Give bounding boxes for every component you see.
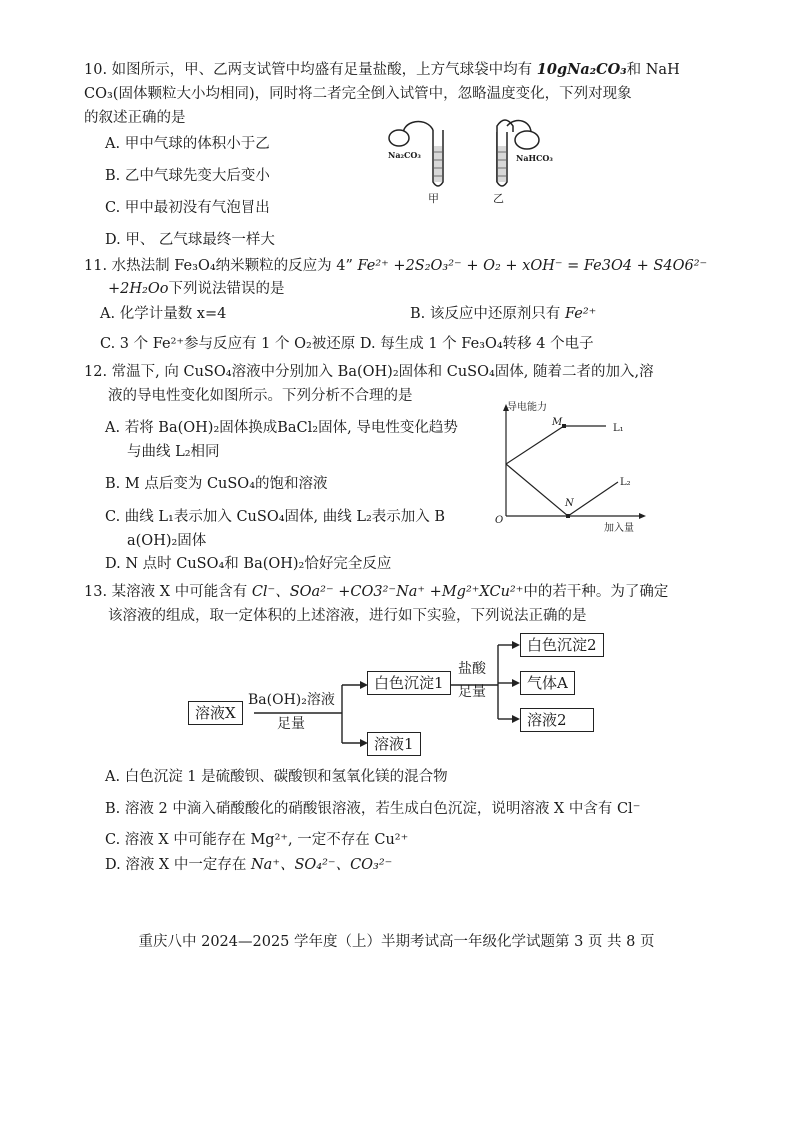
- q10-na2co3-label: Na₂CO₃: [388, 150, 421, 160]
- curve-l1: [506, 426, 606, 464]
- flow-solution-x: 溶液X: [188, 701, 243, 725]
- flow-reagent2-label: 盐酸: [458, 661, 486, 677]
- q10-nahco3-label: NaHCO₃: [516, 153, 553, 163]
- q11-options-c-d: C. 3 个 Fe²⁺参与反应有 1 个 O₂被还原 D. 每生成 1 个 Fe₃O₄转移 4 个电子: [100, 336, 594, 352]
- q12-stem-line2: 液的导电性变化如图所示。下列分析不合理的是: [108, 388, 413, 404]
- point-n-marker: [566, 514, 570, 518]
- flow-white-ppt-1: 白色沉淀1: [367, 671, 451, 695]
- q10-option-d: D. 甲、 乙气球最终一样大: [105, 232, 275, 248]
- q13-option-d: D. 溶液 X 中一定存在 Na⁺、SO₄²⁻、CO₃²⁻: [105, 857, 393, 873]
- q13-stem-line2: 该溶液的组成，取一定体积的上述溶液，进行如下实验，下列说法正确的是: [108, 608, 587, 624]
- q11-option-a: A. 化学计量数 x=4: [100, 306, 227, 322]
- q12-line-l2-label: L₂: [620, 477, 631, 488]
- flow-gas-a: 气体A: [520, 671, 575, 695]
- point-m-marker: [562, 424, 566, 428]
- q13-option-a: A. 白色沉淀 1 是硫酸钡、碳酸钡和氢氧化镁的混合物: [105, 769, 448, 785]
- q12-option-b: B. M 点后变为 CuSO₄的饱和溶液: [105, 476, 328, 492]
- q12-option-a-line1: A. 若将 Ba(OH)₂固体换成BaCl₂固体, 导电性变化趋势: [105, 420, 458, 436]
- q10-option-b: B. 乙中气球先变大后变小: [105, 168, 270, 184]
- chart-x-arrow: [639, 513, 646, 519]
- flow-white-ppt-2: 白色沉淀2: [520, 633, 604, 657]
- q12-line-l1-label: L₁: [613, 423, 624, 434]
- q12-option-c-line1: C. 曲线 L₁表示加入 CuSO₄固体, 曲线 L₂表示加入 B: [105, 509, 446, 525]
- arrow-to-ppt2: [512, 641, 520, 649]
- q10-option-a: A. 甲中气球的体积小于乙: [105, 136, 270, 152]
- q10-option-c: C. 甲中最初没有气泡冒出: [105, 200, 270, 216]
- flow-reagent2-amount: 足量: [458, 684, 486, 700]
- arrow-to-sol2: [512, 715, 520, 723]
- q10-stem-line2: CO₃(固体颗粒大小均相同)，同时将二者完全倒入试管中，忽略温度变化，下列对现象: [84, 86, 632, 102]
- flow-reagent1-amount: 足量: [277, 716, 305, 732]
- q10-yi-label: 乙: [493, 192, 504, 205]
- q12-origin-label: O: [495, 515, 504, 526]
- q10-jia-label: 甲: [428, 192, 439, 205]
- flow-reagent1-label: Ba(OH)₂溶液: [248, 692, 335, 708]
- q11-stem-line2: +2H₂Oo下列说法错误的是: [108, 281, 285, 297]
- q13-option-c: C. 溶液 X 中可能存在 Mg²⁺, 一定不存在 Cu²⁺: [105, 832, 409, 848]
- q12-point-m-label: M: [552, 417, 563, 428]
- q10-stem-line1: 10. 如图所示，甲、乙两支试管中均盛有足量盐酸，上方气球袋中均有 10gNa₂CO₃和 NaH: [84, 61, 680, 78]
- q10-stem-line3: 的叙述正确的是: [84, 110, 186, 126]
- q12-stem-line1: 12. 常温下, 向 CuSO₄溶液中分别加入 Ba(OH)₂固体和 CuSO₄固体, 随着二者的加入,溶: [84, 364, 654, 380]
- q12-option-d: D. N 点时 CuSO₄和 Ba(OH)₂恰好完全反应: [105, 556, 392, 572]
- curve-l2: [506, 464, 618, 516]
- page-footer: 重庆八中 2024—2025 学年度（上）半期考试高一年级化学试题第 3 页 共 8 页: [138, 934, 655, 950]
- q11-option-b: B. 该反应中还原剂只有 Fe²⁺: [410, 306, 597, 322]
- flow-solution-2: 溶液2: [520, 708, 594, 732]
- flow-solution-1: 溶液1: [367, 732, 421, 756]
- q12-option-c-line2: a(OH)₂固体: [127, 533, 207, 549]
- q13-stem-line1: 13. 某溶液 X 中可能含有 Cl⁻、SOa²⁻ +CO3²⁻Na⁺ +Mg²⁺XCu²⁺中的若干种。为了确定: [84, 584, 669, 600]
- arrow-to-gas: [512, 679, 520, 687]
- q12-x-axis-label: 加入量: [604, 523, 634, 534]
- q12-y-axis-label: 导电能力: [507, 402, 547, 413]
- q13-option-b: B. 溶液 2 中滴入硝酸酸化的硝酸银溶液，若生成白色沉淀，说明溶液 X 中含有 Cl⁻: [105, 801, 641, 817]
- q11-stem-line1: 11. 水热法制 Fe₃O₄纳米颗粒的反应为 4” Fe²⁺ +2S₂O₃²⁻ + O₂ + xOH⁻ = Fe3O4 + S4O6²⁻: [84, 258, 708, 274]
- q12-option-a-line2: 与曲线 L₂相同: [127, 444, 220, 460]
- q12-point-n-label: N: [565, 498, 574, 509]
